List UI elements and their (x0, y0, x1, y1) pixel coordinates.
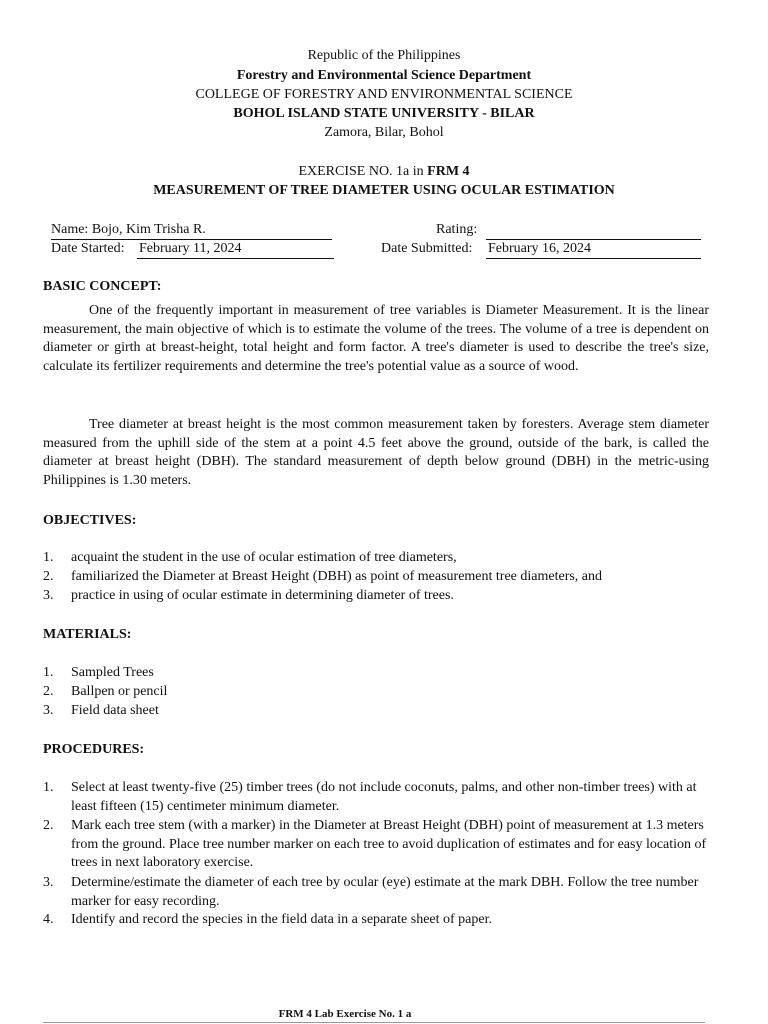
exercise-course: FRM 4 (427, 164, 470, 179)
list-text: familiarized the Diameter at Breast Height (DBH) as point of measurement tree diameters, and (71, 569, 603, 584)
rating-label: Rating: (436, 222, 478, 237)
list-text: Determine/estimate the diameter of each tree by ocular (eye) estimate at the mark DBH. Follow the tree number marker for easy recording. (71, 875, 699, 909)
list-text: Mark each tree stem (with a marker) in the Diameter at Breast Height (DBH) point of measurement at 1.3 meters from the ground. Place tree number marker on each tree to avoid duplication of estimates and for easy location of trees in next laboratory exercise. (71, 818, 707, 871)
date-submitted-label: Date Submitted: (381, 241, 473, 256)
objectives-heading: OBJECTIVES: (43, 513, 137, 528)
list-text: acquaint the student in the use of ocular estimation of tree diameters, (71, 550, 457, 565)
list-number: 4. (43, 912, 54, 927)
list-text: Field data sheet (71, 703, 159, 718)
list-number: 1. (43, 780, 54, 795)
name-label: Name: Bojo, Kim Trisha R. (51, 222, 206, 237)
list-number: 2. (43, 569, 54, 584)
list-text: practice in using of ocular estimate in determining diameter of trees. (71, 588, 454, 603)
header-republic: Republic of the Philippines (307, 48, 461, 63)
paragraph-text: Tree diameter at breast height is the most common measurement taken by foresters. Average stem diameter measured from the uphill side of the stem at a point 4.5 feet above the ground, outside of the bark, is called the diameter at breast height (DBH). The standard measurement of depth below ground (DBH) in the metric-using Philippines is 1.30 meters. (43, 417, 709, 489)
list-number: 1. (43, 665, 54, 680)
footer-divider (43, 1022, 705, 1023)
page-footer: FRM 4 Lab Exercise No. 1 a (278, 1008, 412, 1020)
list-number: 2. (43, 684, 54, 699)
procedure-item-2 (43, 817, 709, 873)
header-university: BOHOL ISLAND STATE UNIVERSITY - BILAR (233, 106, 535, 121)
material-item-2 (43, 683, 709, 702)
paragraph-text: One of the frequently important in measurement of tree variables is Diameter Measurement. It is the linear measurement, the main objective of which is to estimate the volume of the trees. The volume of a tree is dependent on diameter or girth at breast-height, total height and form factor. A tree's diameter is used to describe the tree's size, calculate its fertilizer requirements and determine the tree's potential value as a source of wood. (43, 303, 709, 375)
basic-concept-paragraph-2 (43, 416, 709, 491)
materials-heading: MATERIALS: (43, 627, 132, 642)
exercise-number (0, 163, 768, 181)
objective-item-3 (43, 587, 709, 606)
basic-concept-heading: BASIC CONCEPT: (43, 279, 162, 294)
date-started-label: Date Started: (51, 241, 125, 256)
list-text: Select at least twenty-five (25) timber trees (do not include coconuts, palms, and other non-timber trees) with at least fifteen (15) centimeter minimum diameter. (71, 780, 697, 814)
objective-item-1 (43, 549, 709, 568)
procedure-item-4 (43, 911, 709, 930)
header-address: Zamora, Bilar, Bohol (324, 125, 444, 140)
name-underline (51, 221, 332, 240)
exercise-number-prefix: EXERCISE NO. 1a in (298, 164, 428, 179)
list-text: Ballpen or pencil (71, 684, 168, 699)
list-number: 1. (43, 550, 54, 565)
basic-concept-paragraph-1 (43, 302, 709, 377)
list-text: Identify and record the species in the field data in a separate sheet of paper. (71, 912, 492, 927)
list-number: 3. (43, 588, 54, 603)
material-item-3 (43, 702, 709, 721)
exercise-title: MEASUREMENT OF TREE DIAMETER USING OCULAR ESTIMATION (153, 183, 615, 198)
header-college: COLLEGE OF FORESTRY AND ENVIRONMENTAL SCIENCE (195, 87, 573, 102)
procedure-item-1 (43, 779, 709, 816)
header-department: Forestry and Environmental Science Department (236, 68, 532, 83)
procedures-heading: PROCEDURES: (43, 742, 145, 757)
material-item-1 (43, 664, 709, 683)
list-number: 3. (43, 703, 54, 718)
list-text: Sampled Trees (71, 665, 154, 680)
objective-item-2 (43, 568, 709, 587)
date-started-field: February 11, 2024 (137, 240, 334, 259)
list-number: 3. (43, 875, 54, 890)
procedure-item-3 (43, 874, 709, 911)
date-submitted-field: February 16, 2024 (486, 240, 701, 259)
rating-field (486, 221, 701, 240)
list-number: 2. (43, 818, 54, 833)
